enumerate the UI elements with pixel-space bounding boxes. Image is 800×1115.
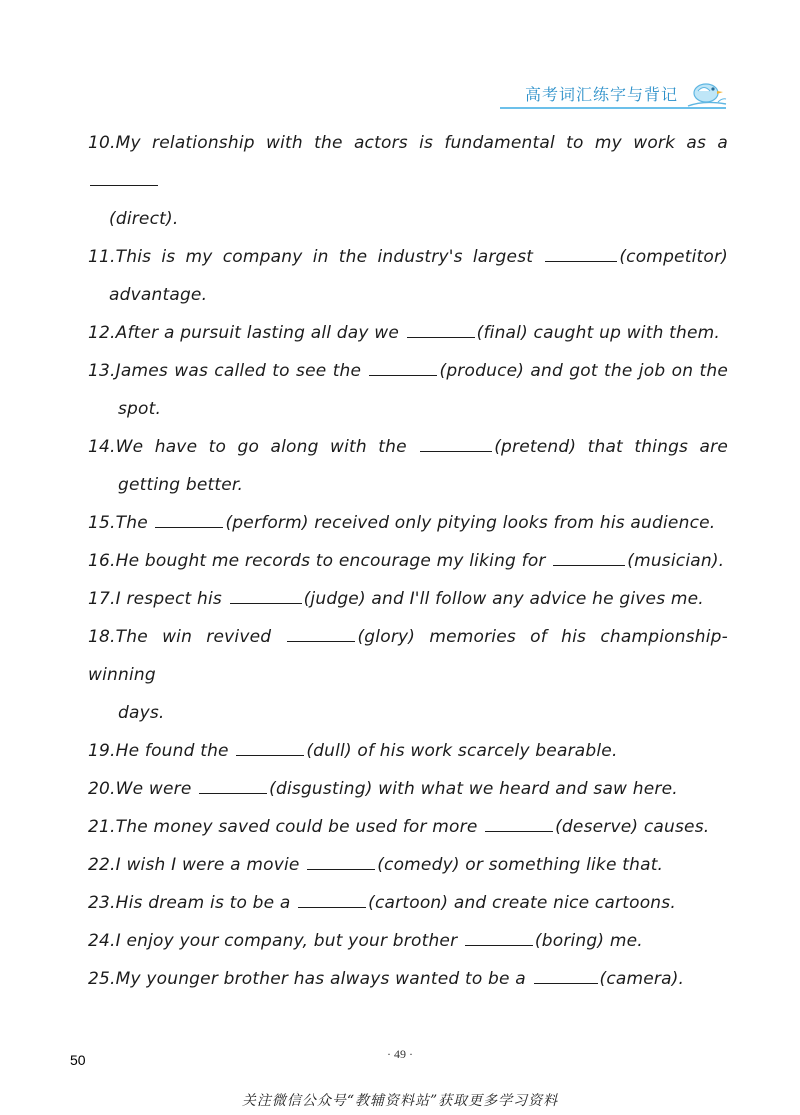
answer-blank[interactable] <box>307 853 375 870</box>
answer-blank[interactable] <box>199 777 267 794</box>
list-item: 15.The (perform) received only pitying looks from his audience. <box>88 513 716 533</box>
list-item: 25.My younger brother has always wanted to be a (camera). <box>88 969 685 989</box>
page-header <box>525 76 728 110</box>
list-item-continued: spot. <box>118 399 162 419</box>
footer-note: 关注微信公众号“教辅资料站”获取更多学习资料 <box>241 1093 559 1109</box>
answer-blank[interactable] <box>420 435 492 452</box>
list-item: 19.He found the (dull) of his work scarcely bearable. <box>88 741 618 761</box>
answer-blank[interactable] <box>553 549 625 566</box>
list-item: 20.We were (disgusting) with what we heard and saw here. <box>88 779 678 799</box>
list-item: 12.After a pursuit lasting all day we (final) caught up with them. <box>88 323 721 343</box>
exercise-list <box>88 124 728 998</box>
list-item: 24.I enjoy your company, but your brother (boring) me. <box>88 931 643 951</box>
list-item: 18.The win revived (glory) memories of his championship-winning <box>88 627 728 685</box>
answer-blank[interactable] <box>369 359 437 376</box>
bird-icon <box>684 78 728 108</box>
list-item: 14.We have to go along with the (pretend) that things are <box>88 437 728 457</box>
list-item: 22.I wish I were a movie (comedy) or something like that. <box>88 855 664 875</box>
answer-blank[interactable] <box>155 511 223 528</box>
list-item-continued: days. <box>118 703 165 723</box>
answer-blank[interactable] <box>236 739 304 756</box>
answer-blank[interactable] <box>230 587 302 604</box>
page-number-center: · 49 · <box>387 1047 413 1061</box>
list-item-continued: getting better. <box>118 475 244 495</box>
answer-blank[interactable] <box>545 245 617 262</box>
answer-blank[interactable] <box>465 929 533 946</box>
list-item: 10.My relationship with the actors is fundamental to my work as a <box>88 124 728 200</box>
list-item-continued: advantage. <box>109 285 208 305</box>
answer-blank[interactable] <box>485 815 553 832</box>
list-item: 17.I respect his (judge) and I'll follow any advice he gives me. <box>88 589 704 609</box>
page-number-left: 50 <box>70 1052 86 1068</box>
answer-blank[interactable] <box>90 169 158 186</box>
header-rule <box>500 107 726 109</box>
answer-blank[interactable] <box>287 625 355 642</box>
list-item: 11.This is my company in the industry's largest (competitor) <box>88 247 728 267</box>
list-item: 21.The money saved could be used for more (deserve) causes. <box>88 817 710 837</box>
answer-blank[interactable] <box>407 321 475 338</box>
header-title: 高考词汇练字与背记 <box>524 84 678 104</box>
list-item-continued: (direct). <box>109 209 179 229</box>
answer-blank[interactable] <box>534 967 598 984</box>
list-item: 23.His dream is to be a (cartoon) and create nice cartoons. <box>88 893 676 913</box>
answer-blank[interactable] <box>298 891 366 908</box>
list-item: 16.He bought me records to encourage my liking for (musician). <box>88 551 725 571</box>
list-item: 13.James was called to see the (produce) and got the job on the <box>88 361 728 381</box>
